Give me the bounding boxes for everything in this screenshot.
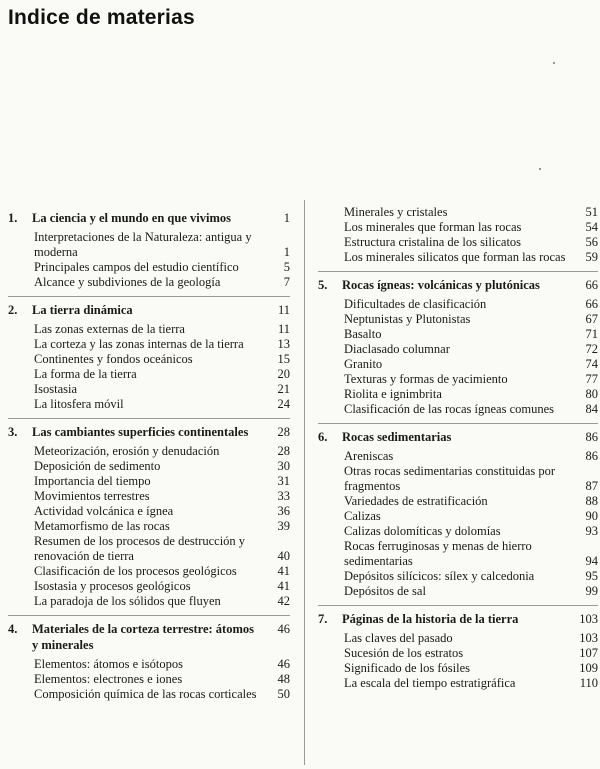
chapter-title: Páginas de la historia de la tierra	[342, 612, 519, 626]
entry-text: Deposición de sedimento	[34, 459, 161, 473]
entry-text: Importancia del tiempo	[34, 474, 151, 488]
chapter-page: 86	[585, 430, 598, 444]
toc-entry	[344, 297, 598, 312]
toc-entry	[34, 672, 290, 687]
chapter-number: 1.	[8, 211, 18, 225]
toc-entry	[34, 594, 290, 609]
entry-page: 48	[277, 672, 290, 686]
entry-text: Variedades de estratificación	[344, 494, 488, 508]
toc-entry	[344, 250, 598, 265]
page-title: Indice de materias	[8, 6, 195, 29]
entry-page: 110	[579, 676, 598, 690]
toc-entry	[34, 382, 290, 397]
chapter-separator	[318, 271, 598, 272]
entry-text: Isostasia	[34, 382, 78, 396]
entry-text: La corteza y las zonas internas de la tierra	[34, 337, 244, 351]
chapter-heading	[8, 302, 290, 318]
entry-page: 95	[585, 569, 598, 583]
entry-text: Neptunistas y Plutonistas	[344, 312, 471, 326]
chapter-entries	[34, 230, 290, 290]
entry-page: 93	[585, 524, 598, 538]
entry-page: 74	[585, 357, 598, 371]
toc-entry	[344, 312, 598, 327]
entry-text: Dificultades de clasificación	[344, 297, 487, 311]
toc-left-column	[8, 205, 290, 702]
entry-text: Meteorización, erosión y denudación	[34, 444, 220, 458]
entry-page: 107	[579, 646, 598, 660]
entry-text: Otras rocas sedimentarias constituidas por fragmentos	[344, 464, 556, 493]
chapter-entries	[34, 444, 290, 609]
entry-page: 67	[585, 312, 598, 326]
chapter-heading	[318, 277, 598, 293]
entry-page: 56	[585, 235, 598, 249]
entry-text: Elementos: electrones e iones	[34, 672, 183, 686]
toc-entry	[34, 275, 290, 290]
chapter-heading	[8, 210, 290, 226]
print-speck	[539, 168, 541, 170]
chapter-title: Rocas sedimentarias	[342, 430, 452, 444]
toc-entry	[344, 387, 598, 402]
toc-entry	[344, 449, 598, 464]
entry-page: 51	[585, 205, 598, 219]
chapter-heading	[8, 424, 290, 440]
toc-entry	[34, 579, 290, 594]
entry-page: 7	[283, 275, 290, 289]
entry-text: Alcance y subdiviones de la geología	[34, 275, 221, 289]
entry-page: 54	[585, 220, 598, 234]
entry-page: 30	[277, 459, 290, 473]
entry-page: 40	[277, 549, 290, 563]
entry-text: Continentes y fondos oceánicos	[34, 352, 193, 366]
entry-text: Depósitos de sal	[344, 584, 426, 598]
continued-entries	[344, 205, 598, 265]
toc-entry	[34, 337, 290, 352]
entry-text: Los minerales silicatos que forman las rocas	[344, 250, 566, 264]
toc-entry	[34, 504, 290, 519]
chapter-heading	[8, 621, 290, 653]
entry-page: 109	[579, 661, 598, 675]
entry-page: 24	[277, 397, 290, 411]
entry-text: La litosfera móvil	[34, 397, 124, 411]
chapter-number: 2.	[8, 303, 18, 317]
chapter-number: 7.	[318, 612, 328, 626]
toc-entry	[34, 687, 290, 702]
toc-entry	[34, 260, 290, 275]
toc-entry	[344, 372, 598, 387]
entry-page: 41	[277, 564, 290, 578]
toc-entry	[344, 509, 598, 524]
entry-text: La paradoja de los sólidos que fluyen	[34, 594, 221, 608]
chapter-entries	[344, 449, 598, 599]
entry-page: 1	[283, 245, 290, 259]
chapter-number: 5.	[318, 278, 328, 292]
toc-entry	[344, 569, 598, 584]
entry-text: Principales campos del estudio científico	[34, 260, 239, 274]
column-divider	[304, 200, 305, 765]
entry-text: Composición química de las rocas corticales	[34, 687, 257, 701]
entry-page: 39	[277, 519, 290, 533]
chapter-heading	[318, 611, 598, 627]
entry-text: Los minerales que forman las rocas	[344, 220, 522, 234]
toc-entry	[34, 519, 290, 534]
toc-entry	[34, 657, 290, 672]
entry-text: Actividad volcánica e ígnea	[34, 504, 174, 518]
toc-entry	[344, 402, 598, 417]
entry-page: 87	[585, 479, 598, 493]
toc-entry	[34, 534, 290, 564]
entry-text: Significado de los fósiles	[344, 661, 471, 675]
entry-text: Calizas	[344, 509, 381, 523]
entry-page: 66	[585, 297, 598, 311]
entry-page: 80	[585, 387, 598, 401]
entry-page: 46	[277, 657, 290, 671]
toc-entry	[344, 524, 598, 539]
print-speck	[553, 62, 555, 64]
toc-entry	[344, 220, 598, 235]
toc-entry	[344, 539, 598, 569]
entry-page: 84	[585, 402, 598, 416]
chapter-entries	[34, 322, 290, 412]
toc-entry	[34, 459, 290, 474]
chapter-number: 4.	[8, 622, 18, 636]
entry-text: Elementos: átomos e isótopos	[34, 657, 183, 671]
toc-entry	[344, 676, 598, 691]
chapter-separator	[318, 605, 598, 606]
chapter-page: 103	[579, 612, 598, 626]
entry-page: 15	[277, 352, 290, 366]
toc-entry	[34, 564, 290, 579]
entry-page: 20	[277, 367, 290, 381]
entry-text: Clasificación de los procesos geológicos	[34, 564, 237, 578]
entry-page: 88	[585, 494, 598, 508]
entry-text: Riolita e ignimbrita	[344, 387, 442, 401]
entry-page: 94	[585, 554, 598, 568]
toc-right-column	[318, 205, 598, 691]
toc-entry	[344, 584, 598, 599]
entry-page: 5	[283, 260, 290, 274]
entry-page: 77	[585, 372, 598, 386]
entry-text: Resumen de los procesos de destrucción y renovación de tierra	[34, 534, 246, 563]
entry-page: 21	[277, 382, 290, 396]
entry-page: 99	[585, 584, 598, 598]
toc-entry	[344, 342, 598, 357]
toc-entry	[344, 646, 598, 661]
entry-page: 33	[277, 489, 290, 503]
entry-text: Granito	[344, 357, 383, 371]
entry-page: 50	[277, 687, 290, 701]
toc-entry	[344, 631, 598, 646]
chapter-heading	[318, 429, 598, 445]
entry-page: 86	[585, 449, 598, 463]
entry-page: 71	[585, 327, 598, 341]
entry-text: Sucesión de los estratos	[344, 646, 464, 660]
entry-page: 36	[277, 504, 290, 518]
chapter-entries	[344, 631, 598, 691]
entry-text: Calizas dolomíticas y dolomías	[344, 524, 501, 538]
toc-entry	[34, 352, 290, 367]
toc-entry	[344, 464, 598, 494]
entry-page: 72	[585, 342, 598, 356]
entry-text: Las zonas externas de la tierra	[34, 322, 185, 336]
chapter-entries	[34, 657, 290, 702]
entry-text: Movimientos terrestres	[34, 489, 150, 503]
chapter-number: 6.	[318, 430, 328, 444]
chapter-title: Materiales de la corteza terrestre: átomos y minerales	[32, 622, 254, 652]
chapter-title: Rocas ígneas: volcánicas y plutónicas	[342, 278, 540, 292]
entry-text: Interpretaciones de la Naturaleza: antigua y moderna	[34, 230, 252, 259]
chapter-separator	[8, 418, 290, 419]
chapter-page: 66	[585, 278, 598, 292]
entry-text: Rocas ferruginosas y menas de hierro sedimentarias	[344, 539, 532, 568]
chapter-separator	[318, 423, 598, 424]
chapter-number: 3.	[8, 425, 18, 439]
chapter-page: 1	[283, 211, 290, 225]
entry-text: Clasificación de las rocas ígneas comunes	[344, 402, 554, 416]
entry-text: Minerales y cristales	[344, 205, 448, 219]
toc-entry	[34, 367, 290, 382]
chapter-title: Las cambiantes superficies continentales	[32, 425, 249, 439]
entry-text: Metamorfismo de las rocas	[34, 519, 170, 533]
chapter-page: 28	[277, 425, 290, 439]
toc-entry	[344, 494, 598, 509]
entry-text: Areniscas	[344, 449, 394, 463]
entry-page: 103	[579, 631, 598, 645]
entry-page: 42	[277, 594, 290, 608]
toc-entry	[344, 357, 598, 372]
entry-text: Texturas y formas de yacimiento	[344, 372, 508, 386]
toc-entry	[344, 661, 598, 676]
entry-text: Diaclasado columnar	[344, 342, 450, 356]
entry-page: 11	[277, 322, 290, 336]
entry-page: 31	[277, 474, 290, 488]
entry-text: La forma de la tierra	[34, 367, 137, 381]
entry-text: Basalto	[344, 327, 382, 341]
toc-entry	[344, 205, 598, 220]
entry-page: 13	[277, 337, 290, 351]
toc-entry	[34, 397, 290, 412]
chapter-page: 46	[277, 622, 290, 636]
entry-page: 59	[585, 250, 598, 264]
entry-text: Isostasia y procesos geológicos	[34, 579, 191, 593]
chapter-entries	[344, 297, 598, 417]
entry-text: Las claves del pasado	[344, 631, 453, 645]
toc-entry	[34, 444, 290, 459]
chapter-page: 11	[277, 303, 290, 317]
toc-entry	[344, 235, 598, 250]
entry-text: La escala del tiempo estratigráfica	[344, 676, 516, 690]
chapter-separator	[8, 296, 290, 297]
toc-entry	[34, 489, 290, 504]
entry-page: 28	[277, 444, 290, 458]
toc-entry	[344, 327, 598, 342]
chapter-separator	[8, 615, 290, 616]
toc-entry	[34, 322, 290, 337]
toc-entry	[34, 230, 290, 260]
entry-text: Estructura cristalina de los silicatos	[344, 235, 522, 249]
entry-page: 90	[585, 509, 598, 523]
entry-page: 41	[277, 579, 290, 593]
chapter-title: La ciencia y el mundo en que vivimos	[32, 211, 231, 225]
entry-text: Depósitos silícicos: sílex y calcedonia	[344, 569, 535, 583]
chapter-title: La tierra dinámica	[32, 303, 133, 317]
toc-entry	[34, 474, 290, 489]
